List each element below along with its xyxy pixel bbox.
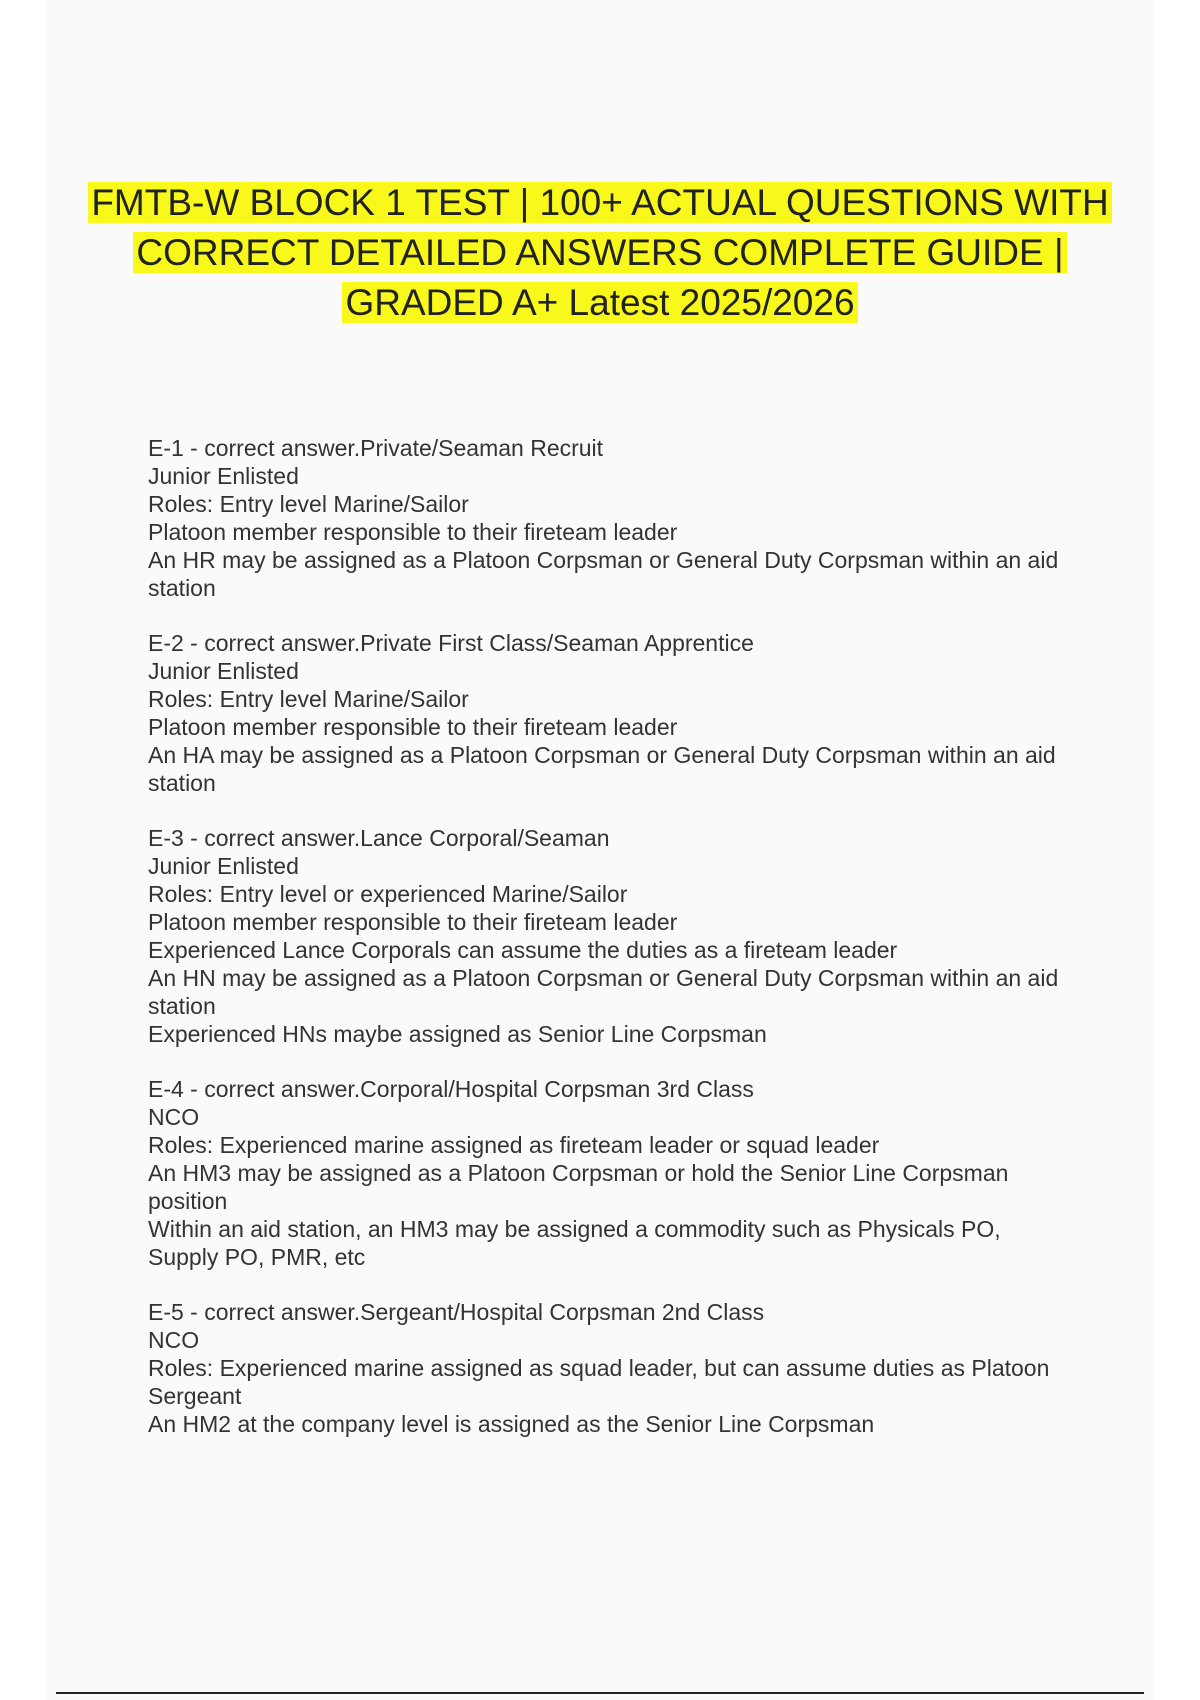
entry-line: An HM2 at the company level is assigned as the Senior Line Corpsman <box>148 1411 875 1437</box>
entry-heading: E-5 - correct answer.Sergeant/Hospital Corpsman 2nd Class <box>148 1299 765 1325</box>
page-bottom-divider <box>56 1692 1144 1694</box>
entry-line: Junior Enlisted <box>148 463 299 489</box>
entry-line: Roles: Entry level or experienced Marine/Sailor <box>148 881 628 907</box>
entry-e1 <box>148 434 1073 602</box>
entry-line: An HM3 may be assigned as a Platoon Corpsman or hold the Senior Line Corpsman position <box>148 1160 1009 1214</box>
entry-line: NCO <box>148 1104 200 1130</box>
entry-line: Platoon member responsible to their fireteam leader <box>148 519 678 545</box>
entry-line: An HA may be assigned as a Platoon Corpsman or General Duty Corpsman within an aid station <box>148 742 1056 796</box>
entry-e4 <box>148 1075 1073 1271</box>
entry-line: Junior Enlisted <box>148 853 299 879</box>
entry-line: Roles: Entry level Marine/Sailor <box>148 686 469 712</box>
entry-line: Experienced Lance Corporals can assume the duties as a fireteam leader <box>148 937 898 963</box>
entry-heading: E-4 - correct answer.Corporal/Hospital Corpsman 3rd Class <box>148 1076 754 1102</box>
entry-e5 <box>148 1298 1073 1438</box>
entry-line: An HR may be assigned as a Platoon Corpsman or General Duty Corpsman within an aid station <box>148 547 1059 601</box>
entry-e2 <box>148 629 1073 797</box>
entry-line: Platoon member responsible to their fireteam leader <box>148 909 678 935</box>
highlighted-title-text: FMTB-W BLOCK 1 TEST | 100+ ACTUAL QUESTIONS WITH CORRECT DETAILED ANSWERS COMPLETE GUIDE | GRADED A+ Latest 2025/2026 <box>88 182 1111 323</box>
entry-line: Roles: Entry level Marine/Sailor <box>148 491 469 517</box>
entry-heading: E-3 - correct answer.Lance Corporal/Seaman <box>148 825 610 851</box>
entry-heading: E-1 - correct answer.Private/Seaman Recruit <box>148 435 604 461</box>
entry-line: Roles: Experienced marine assigned as squad leader, but can assume duties as Platoon Sergeant <box>148 1355 1050 1409</box>
entry-line: Roles: Experienced marine assigned as fireteam leader or squad leader <box>148 1132 880 1158</box>
entry-line: Junior Enlisted <box>148 658 299 684</box>
entry-line: Within an aid station, an HM3 may be assigned a commodity such as Physicals PO, Supply PO, PMR, etc <box>148 1216 1001 1270</box>
entry-line: NCO <box>148 1327 200 1353</box>
document-body <box>148 434 1073 1465</box>
entry-line: Platoon member responsible to their fireteam leader <box>148 714 678 740</box>
entry-e3 <box>148 824 1073 1048</box>
entry-line: Experienced HNs maybe assigned as Senior Line Corpsman <box>148 1021 767 1047</box>
document-title <box>60 178 1140 328</box>
entry-line: An HN may be assigned as a Platoon Corpsman or General Duty Corpsman within an aid station <box>148 965 1059 1019</box>
entry-heading: E-2 - correct answer.Private First Class/Seaman Apprentice <box>148 630 754 656</box>
